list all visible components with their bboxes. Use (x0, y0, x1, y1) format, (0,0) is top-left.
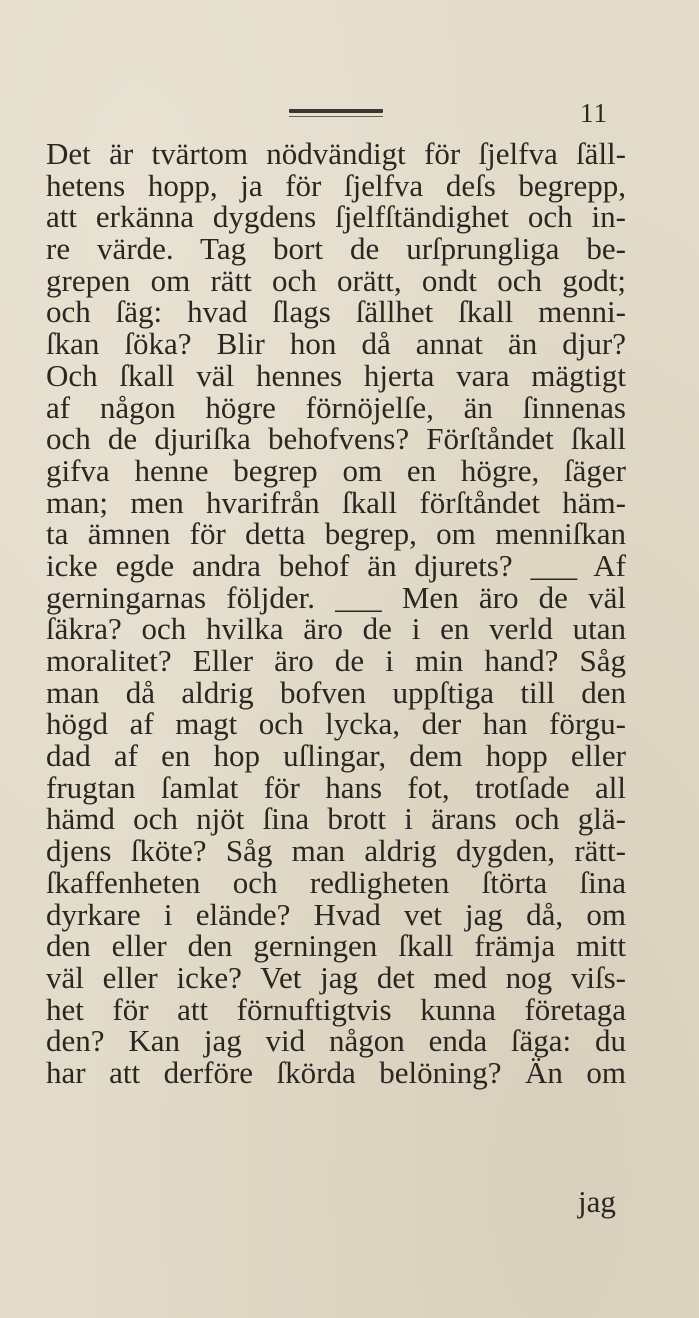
text-line: ſäkra? och hvilka äro de i en verld utan (46, 611, 626, 647)
text-line: den eller den gerningen ſkall främja mitt (46, 928, 626, 964)
header-ornament-rule (289, 109, 383, 113)
text-line: re värde. Tag bort de urſprungliga be- (46, 231, 626, 267)
text-line: högd af magt och lycka, der han förgu- (46, 706, 626, 742)
text-line: ſkan ſöka? Blir hon då annat än djur? (46, 326, 626, 362)
text-line: icke egde andra behof än djurets? ___ Af (46, 547, 626, 583)
text-line: hetens hopp, ja för ſjelfva deſs begrepp, (46, 167, 626, 203)
text-line: man då aldrig bofven uppſtiga till den (46, 674, 626, 710)
text-line: het för att förnuftigtvis kunna företaga (46, 991, 626, 1027)
text-line: frugtan ſamlat för hans fot, trotſade all (46, 769, 626, 805)
text-line: att erkänna dygdens ſjelfſtändighet och in- (46, 199, 626, 235)
text-line: af någon högre förnöjelſe, än ſinnenas (46, 389, 626, 425)
text-line: och de djuriſka behofvens? Förſtåndet ſkall (46, 421, 626, 457)
header-ornament-underline (289, 116, 383, 117)
text-line: man; men hvarifrån ſkall förſtåndet häm- (46, 484, 626, 520)
text-line: Och ſkall väl hennes hjerta vara mägtigt (46, 357, 626, 393)
text-line: hämd och njöt ſina brott i ärans och glä- (46, 801, 626, 837)
page-number: 11 (580, 98, 608, 128)
text-line: djens ſköte? Såg man aldrig dygden, rätt- (46, 833, 626, 869)
text-line: ta ämnen för detta begrep, om menniſkan (46, 516, 626, 552)
text-line: moralitet? Eller äro de i min hand? Såg (46, 643, 626, 678)
text-line: dyrkare i elände? Hvad vet jag då, om (46, 896, 626, 932)
text-line: gifva henne begrep om en högre, ſäger (46, 452, 626, 488)
text-line: ſkaffenheten och redligheten ſtörta ſina (46, 864, 626, 900)
text-line: och ſäg: hvad ſlags ſällhet ſkall menni- (46, 294, 626, 330)
text-line: den? Kan jag vid någon enda ſäga: du (46, 1023, 626, 1059)
text-line: har att derföre ſkörda belöning? Än om (46, 1054, 626, 1090)
body-text (46, 138, 626, 1089)
text-line: dad af en hop uſlingar, dem hopp eller (46, 738, 626, 774)
catchword: jag (578, 1184, 616, 1219)
text-line: gerningarnas följder. ___ Men äro de väl (46, 579, 626, 615)
text-line: grepen om rätt och orätt, ondt och godt; (46, 262, 626, 298)
text-line: väl eller icke? Vet jag det med nog viſs- (46, 959, 626, 995)
text-line: Det är tvärtom nödvändigt för ſjelfva ſäll- (46, 136, 626, 171)
